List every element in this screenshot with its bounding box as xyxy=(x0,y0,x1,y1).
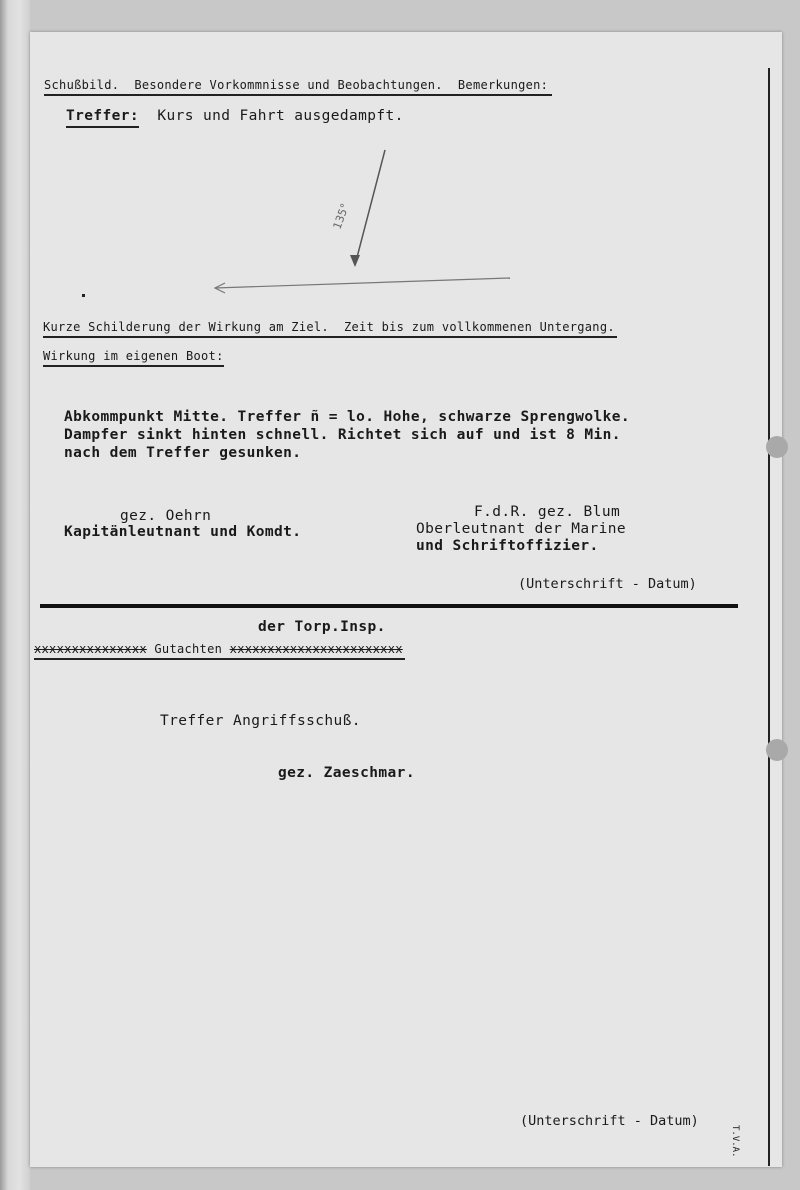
signature-date-caption-2: (Unterschrift - Datum) xyxy=(520,1113,699,1129)
dot-mark xyxy=(82,294,85,297)
right-signature-name: F.d.R. gez. Blum xyxy=(474,504,621,520)
inspection-line-2: gez. Zaeschmar. xyxy=(278,765,415,781)
inspection-line-1: Treffer Angriffsschuß. xyxy=(160,713,361,729)
margin-mark: T.V.A. xyxy=(730,1125,740,1158)
punch-hole-1 xyxy=(766,436,788,458)
header-row-1 xyxy=(44,78,552,96)
inspection-header xyxy=(34,642,405,660)
struck-text-1: xxxxxxxxxxxxxxx xyxy=(34,642,147,656)
gutachten-label: Gutachten xyxy=(154,642,223,656)
punch-hole-2 xyxy=(766,739,788,761)
treffer-label: Treffer: xyxy=(66,108,139,128)
right-signature-rank-1: Oberleutnant der Marine xyxy=(416,521,626,537)
treffer-line xyxy=(66,108,404,124)
signature-date-caption-1: (Unterschrift - Datum) xyxy=(518,576,697,592)
report-line-2: Dampfer sinkt hinten schnell. Richtet sich auf und ist 8 Min. xyxy=(64,427,621,443)
left-signature-name: gez. Oehrn xyxy=(120,508,212,524)
wirkung-label: Wirkung im eigenen Boot: xyxy=(43,349,224,367)
treffer-text: Kurs und Fahrt ausgedampft. xyxy=(157,108,404,124)
section-divider xyxy=(40,604,738,608)
header-row-2 xyxy=(43,320,617,338)
right-margin-rule xyxy=(768,68,770,1166)
track-line xyxy=(355,150,385,265)
shot-sketch xyxy=(200,130,540,310)
struck-text-2: xxxxxxxxxxxxxxxxxxxxxxx xyxy=(229,642,403,656)
report-line-1: Abkommpunkt Mitte. Treffer ñ = lo. Hohe, schwarze Sprengwolke. xyxy=(64,409,631,425)
right-signature-rank-2: und Schriftoffizier. xyxy=(416,538,599,554)
vorkommnisse-label: Besondere Vorkommnisse und Beobachtungen. xyxy=(134,78,443,92)
zeit-label: Zeit bis zum vollkommenen Untergang. xyxy=(344,320,615,334)
track-arrowhead xyxy=(350,255,360,267)
scan-edge xyxy=(0,0,30,1190)
angle-label: 135° xyxy=(330,201,352,232)
left-signature-rank: Kapitänleutnant und Komdt. xyxy=(64,524,302,540)
bemerkungen-label: Bemerkungen: xyxy=(457,78,549,92)
report-line-3: nach dem Treffer gesunken. xyxy=(64,445,302,461)
kurze-label: Kurze Schilderung der Wirkung am Ziel. xyxy=(43,320,329,334)
inspection-title: der Torp.Insp. xyxy=(258,619,386,635)
target-course-line xyxy=(215,278,510,288)
schussbild-label: Schußbild. xyxy=(44,78,120,92)
